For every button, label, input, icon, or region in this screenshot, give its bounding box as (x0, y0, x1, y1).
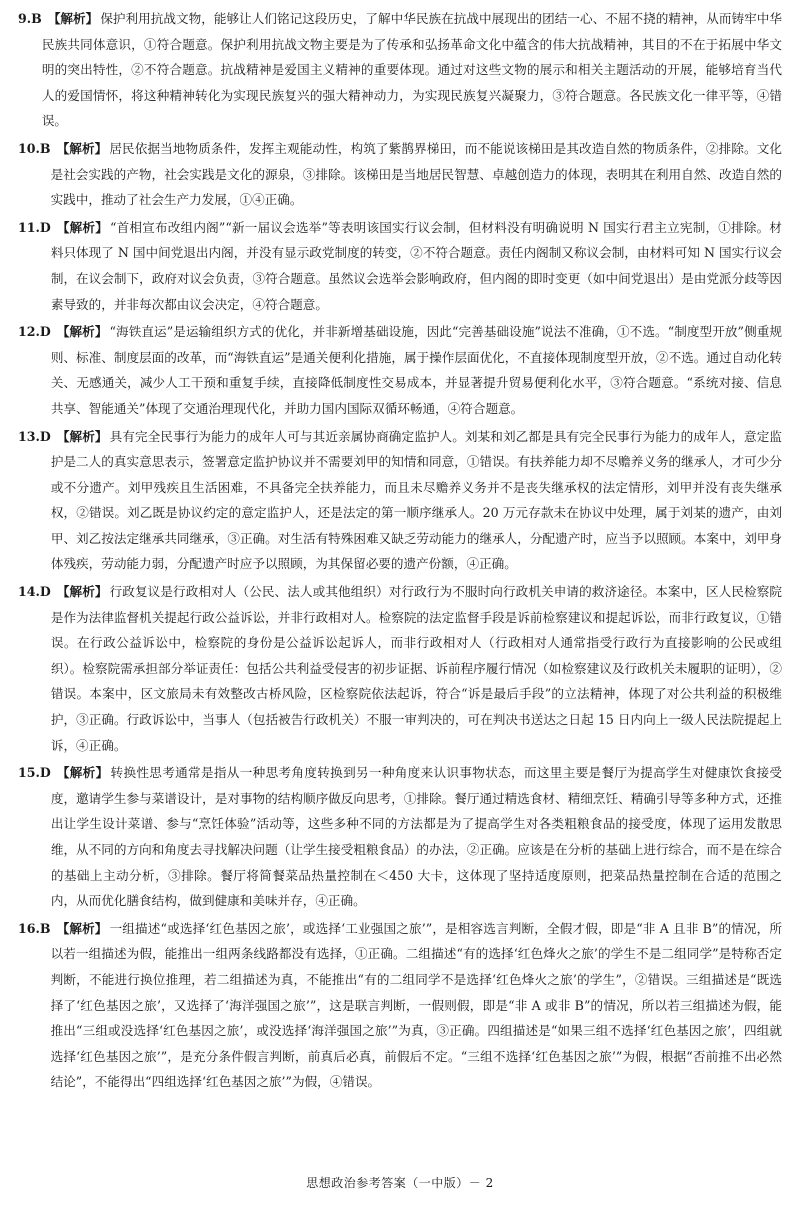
analysis-text: 保护利用抗战文物，能够让人们铭记这段历史，了解中华民族在抗战中展现出的团结一心、不屈不挠的精神，从而铸牢中华民族共同体意识，①符合题意。保护利用抗战文物主要是为了传承和弘扬革命文化中蕴含的伟大抗战精神，其目的不在于拓展中华文明的突出特性，②不符合题意。抗战精神是爱国主义精神的重要体现。通过对这些文物的展示和相关主题活动的开展，能够培育当代人的爱国情怀，将这种精神转化为实现民族复兴的强大精神动力，为实现民族复兴凝聚力，③符合题意。各民族文化一律平等，④错误。 (41, 11, 783, 129)
analysis-tag: 【解析】 (56, 920, 108, 936)
analysis-body (51, 319, 782, 421)
answer-item-11 (18, 215, 782, 317)
analysis-text: 居民依据当地物质条件，发挥主观能动性，构筑了紫鹊界梯田，而不能说该梯田是其改造自然的物质条件，②排除。文化是社会实践的产物，社会实践是文化的源泉，③排除。该梯田是当地居民智慧、卓越创造力的体现，表明其在利用自然、改造自然的实践中，推动了社会生产力发展，①④正确。 (50, 140, 783, 208)
analysis-body (51, 579, 782, 758)
answer-item-15 (18, 760, 782, 914)
analysis-body (51, 215, 782, 317)
page-footer: 思想政治参考答案（一中版）－ 2 (306, 1176, 494, 1190)
analysis-body (51, 424, 782, 578)
question-number: 12.D (18, 324, 51, 340)
answer-list (18, 6, 782, 1095)
analysis-text: “首相宣布改组内阁”“新一届议会选举”等表明该国实行议会制，但材料没有明确说明 N 国实行君主立宪制，①排除。材料只体现了 N 国中间党退出内阁，并没有显示政党制度的转变，②不符合题意。责任内阁制又称议会制，由材料可知 N 国实行议会制，在议会制下，政府对议会负责，③符合题意。虽然议会选举会影响政府，但内阁的即时变更（如中间党退出）是由党派分歧等因素导致的，并非每次都由议会决定，④符合题意。 (50, 219, 782, 312)
analysis-text: 具有完全民事行为能力的成年人可与其近亲属协商确定监护人。刘某和刘乙都是具有完全民事行为能力的成年人，意定监护是二人的真实意思表示，签署意定监护协议并不需要刘甲的知情和同意，①错误。有扶养能力却不尽赡养义务的继承人，才可少分或不分遗产。刘甲残疾且生活困难，不具备完全扶养能力，而且未尽赡养义务并不是丧失继承权的法定情形，刘甲并没有丧失继承权，②错误。刘乙既是协议约定的意定监护人，还是法定的第一顺序继承人。20 万元存款未在协议中处理，属于刘某的遗产，由刘甲、刘乙按法定继承共同继承，③正确。对生活有特殊困难又缺乏劳动能力的继承人，分配遗产时，应当予以照顾。本案中，刘甲身体残疾，劳动能力弱，分配遗产时应予以照顾，为其保留必要的遗产份额，④正确。 (50, 428, 783, 572)
analysis-body (51, 136, 782, 213)
analysis-body (51, 916, 782, 1095)
analysis-tag: 【解析】 (56, 765, 109, 781)
analysis-text: 一组描述“或选择‘红色基因之旅’，或选择‘工业强国之旅’”，是相容选言判断，全假才假，即是“非 A 且非 B”的情况，所以若一组描述为假，能推出一组两条线路都没有选择，①正确。二组描述“有的选择‘红色烽火之旅’的学生不是二组同学”是特称否定判断，不能进行换位推理，若二组描述为真，不能推出“有的二组同学不是选择‘红色烽火之旅’的学生”，②错误。三组描述是“既选择了‘红色基因之旅’，又选择了‘海洋强国之旅’”，这是联言判断，一假则假，即是“非 A 或非 B”的情况，所以若三组描述为假，能推出“三组或没选择‘红色基因之旅’，或没选择‘海洋强国之旅’”为真，③正确。四组描述是“如果三组不选择‘红色基因之旅’，四组就选择‘红色基因之旅’”，是充分条件假言判断，前真后必真，前假后不定。“三组不选择‘红色基因之旅’”为假，根据“否前推不出必然结论”，不能得出“四组选择‘红色基因之旅’”为假，④错误。 (50, 920, 783, 1090)
answer-item-12 (18, 319, 782, 421)
question-number: 11.D (18, 219, 51, 235)
analysis-tag: 【解析】 (56, 428, 108, 444)
answer-item-13 (18, 424, 782, 578)
question-number: 14.D (18, 584, 51, 600)
analysis-text: “海铁直运”是运输组织方式的优化，并非新增基础设施，因此“完善基础设施”说法不准确，①不选。“制度型开放”侧重规则、标准、制度层面的改革，而“海铁直运”是通关便利化措施，属于操作层面优化，不直接体现制度型开放，②不选。通过自动化转关、无感通关，减少人工干预和重复手续，直接降低制度性交易成本，并显著提升贸易便利化水平，③符合题意。“系统对接、信息共享、智能通关”体现了交通治理现代化，并助力国内国际双循环畅通，④符合题意。 (50, 324, 782, 416)
answer-item-9 (18, 6, 782, 134)
analysis-tag: 【解析】 (56, 584, 108, 600)
analysis-text: 行政复议是行政相对人（公民、法人或其他组织）对行政行为不服时向行政机关申请的救济途径。本案中，区人民检察院是作为法律监督机关提起行政公益诉讼，并非行政相对人。检察院的法定监督手段是诉前检察建议和提起诉讼，而非行政复议，①错误。在行政公益诉讼中，检察院的身份是公益诉讼起诉人，而非行政相对人（行政相对人通常指受行政行为直接影响的公民或组织）。检察院需承担部分举证责任：包括公共利益受侵害的初步证据、诉前程序履行情况（如检察建议及行政机关未履职的证明），②错误。本案中，区文旅局未有效整改古桥风险，区检察院依法起诉，符合“诉是最后手段”的立法精神，体现了对公共利益的积极维护，③正确。行政诉讼中，当事人（包括被告行政机关）不服一审判决的，可在判决书送达之日起 15 日内向上一级人民法院提起上诉，④正确。 (50, 584, 783, 753)
answer-item-16 (18, 916, 782, 1095)
question-number: 10.B (18, 140, 51, 156)
analysis-tag: 【解析】 (56, 219, 108, 235)
answer-item-10 (18, 136, 782, 213)
answer-item-14 (18, 579, 782, 758)
question-number: 9.B (18, 11, 42, 26)
question-number: 16.B (18, 920, 51, 936)
question-number: 13.D (18, 428, 51, 444)
analysis-tag: 【解析】 (47, 11, 99, 26)
analysis-tag: 【解析】 (56, 140, 108, 156)
analysis-body (51, 760, 782, 914)
analysis-tag: 【解析】 (56, 324, 108, 340)
question-number: 15.D (18, 765, 51, 781)
analysis-body (42, 6, 782, 134)
analysis-text: 转换性思考通常是指从一种思考角度转换到另一种角度来认识事物状态，而这里主要是餐厅为提高学生对健康饮食接受度，邀请学生参与菜谱设计，是对事物的结构顺序做反向思考，①排除。餐厅通过精选食材、精细烹饪、精确引导等多种方式，还推出让学生设计菜谱、参与“烹饪体验”活动等，这些多种不同的方法都是为了提高学生对各类粗粮食品的接受度，体现了运用发散思维，从不同的方向和角度去寻找解决问题（让学生接受粗粮食品）的办法，②正确。应该是在分析的基础上进行综合，而不是在综合的基础上主动分析，③排除。餐厅将简餐菜品热量控制在＜450 大卡，这体现了坚持适度原则，把菜品热量控制在合适的范围之内，从而优化膳食结构，做到健康和美味并存，④正确。 (50, 765, 783, 909)
